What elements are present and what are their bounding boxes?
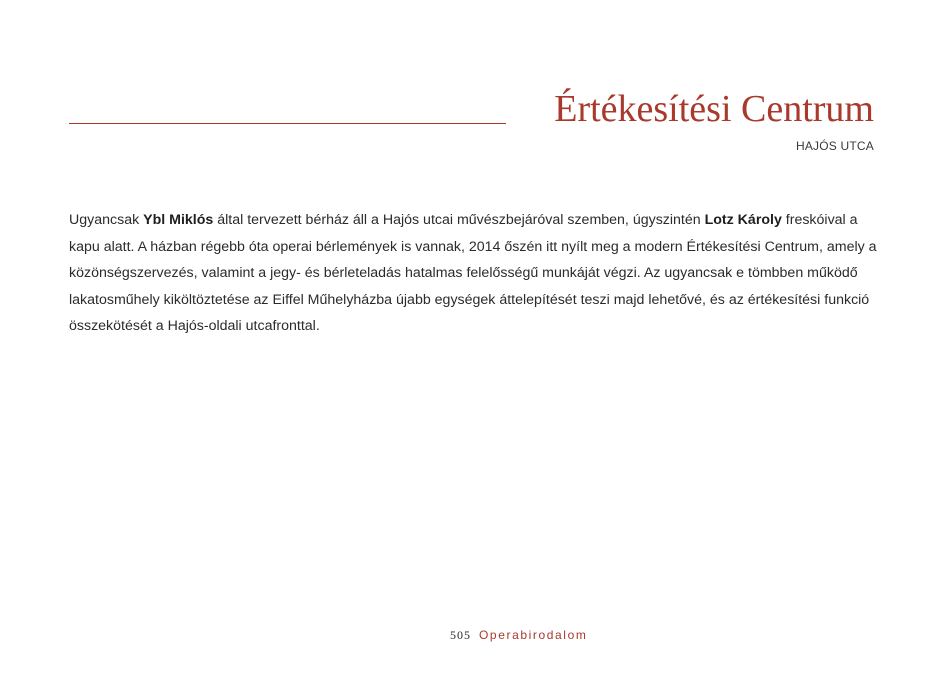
title-rule — [69, 123, 506, 124]
body-text-segment: által tervezett bérház áll a Hajós utcai művészbejáróval szemben, úgyszintén — [213, 212, 705, 228]
page-number: 505 — [450, 628, 471, 642]
person-name-ybl: Ybl Miklós — [143, 212, 214, 228]
body-text-segment: freskóival a kapu alatt. A házban régebb óta operai bérlemények is vannak, 2014 őszén itt nyílt meg a modern Értékesítési Centrum, amely a közönségszervezés, valamint a jegy- és bérleteladás hatalmas felelősségű munkáját végzi. Az ugyancsak e tömbben működő lakatosműhely kiköltöztetése az Eiffel Műhelyházba újabb egységek áttelepítését teszi majd lehetővé, és az értékesítési funkció összekötését a Hajós-oldali utcafronttal. — [69, 212, 877, 334]
body-paragraph — [69, 207, 881, 340]
book-title: Operabirodalom — [479, 628, 588, 642]
person-name-lotz: Lotz Károly — [704, 212, 782, 228]
page-subtitle: HAJÓS UTCA — [795, 139, 874, 153]
page-title: Értékesítési Centrum — [554, 88, 874, 130]
page-footer — [450, 627, 587, 643]
body-text-segment: Ugyancsak — [69, 212, 144, 228]
